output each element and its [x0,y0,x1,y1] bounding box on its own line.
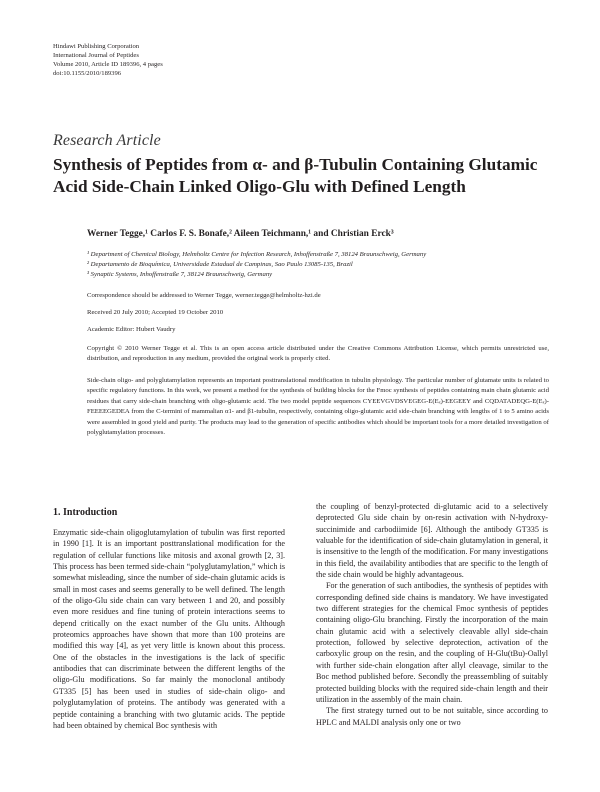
article-title: Synthesis of Peptides from α- and β-Tubulin Containing Glutamic Acid Side-Chain Linked Oligo-Glu with Defined Length [53,155,538,196]
copyright-notice: Copyright © 2010 Werner Tegge et al. This is an open access article distributed under the Creative Commons Attribution License, which permits unrestricted use, distribution, and reproduction in any medium, provided the original work is properly cited. [87,345,549,362]
volume-info: Volume 2010, Article ID 189396, 4 pages [53,61,163,69]
article-type: Research Article [53,132,161,149]
section-heading: 1. Introduction [53,507,118,518]
academic-editor: Academic Editor: Hubert Vaudry [87,326,176,333]
affiliation-2: ² Departamento de Bioquímica, Universidade Estadual de Campinas, Sao Paulo 13085-135, Brazil [87,261,353,268]
right-column [316,501,548,728]
affiliation-1: ¹ Department of Chemical Biology, Helmholtz Centre for Infection Research, Inhoffenstraße 7, 38124 Braunschweig, Germany [87,251,427,258]
paragraph: the coupling of benzyl-protected di-glutamic acid to a selectively deprotected Glu side chain by on-resin activation with N-hydroxy-succinimide and carbodiimide [6]. Although the antibody GT335 is valuable for the identification of side-chain glutamylation in general, it is insensitive to the length of the modification. For many investigations in this field, the availability antibodies that are specific to the length of the side chain would be highly advantageous. [316,502,548,580]
journal-name: International Journal of Peptides [53,52,139,60]
publisher: Hindawi Publishing Corporation [53,43,140,50]
dates: Received 20 July 2010; Accepted 19 October 2010 [87,309,224,316]
affiliation-3: ³ Synaptic Systems, Inhoffenstraße 7, 38124 Braunschweig, Germany [87,271,273,278]
paragraph: The first strategy turned out to be not suitable, since according to HPLC and MALDI analysis only one or two [316,706,548,727]
affiliations [87,250,426,280]
abstract: Side-chain oligo- and polyglutamylation represents an important posttranslational modification in tubulin physiology. The particular number of glutamate units is related to specific regulatory functions. In this work, we present a method for the synthesis of building blocks for the Fmoc synthesis of peptides containing main chain glutamic acid residues that carry side-chain branching with oligo-glutamic acid. The two model peptide sequences CYEEVGVDSVEGEG-E(Eₓ)-EEGEEY and CQDATADEQG-E(Eₓ)-FEEEEGEDEA from the C-termini of mammalian α1- and β1-tubulin, respectively, containing oligo-glutamic acid side-chain branching with lengths of 1 to 5 amino acids were assembled in good yield and purity. The products may lead to the generation of specific antibodies which should be important tools for a more detailed investigation of polyglutamylation processes. [87,377,549,437]
paragraph: Enzymatic side-chain oligoglutamylation of tubulin was first reported in 1990 [1]. It is an important posttranslational modification for the regulation of cellular functions like mitosis and axonal growth [2, 3]. This process has been termed side-chain “polyglutamylation,” which is somewhat misleading, since the number of side-chain glutamic acids is small in most cases and seems generally to be well defined. The length of the oligo-Glu side chain can vary between 1 and 20, and possibly even more residues and fine tuning of protein interactions seems to depend critically on the exact number of the Glu units. Although proteomics approaches have shown that more than 100 proteins are modified this way [4], as yet very little is known about this process. One of the obstacles in the investigations is the lack of specific antibodies that can discriminate between the different lengths of the oligo-Glu modifications. So far mainly the monoclonal antibody GT335 [5] has been used in studies of side-chain oligo- and polyglutamylation of proteins. The antibody was generated with a peptide containing a branching with two glutamic acids. The peptide had been obtained by chemical Boc synthesis with [53,528,285,730]
paragraph: For the generation of such antibodies, the synthesis of peptides with corresponding defined side chains is mandatory. We have investigated two different strategies for the chemical Fmoc synthesis of peptides containing oligo-Glu branching. Firstly the incorporation of the main chain glutamic acid with a selectively cleavable allyl side-chain protection, followed by selective deprotection, activation of the carboxylic group on the resin, and the coupling of H-Glu(tBu)-Oallyl with further side-chain elongation after allyl cleavage, similar to the Boc method published before. Secondly the preassembling of suitably protected building blocks with the required side-chain length and their utilization in the assembly of the main chain. [316,581,548,704]
correspondence: Correspondence should be addressed to Werner Tegge, werner.tegge@helmholtz-hzi.de [87,292,321,299]
author-list: Werner Tegge,¹ Carlos F. S. Bonafe,² Aileen Teichmann,¹ and Christian Erck³ [87,229,394,239]
journal-header [53,42,163,78]
doi: doi:10.1155/2010/189396 [53,70,122,78]
left-column [53,507,285,731]
